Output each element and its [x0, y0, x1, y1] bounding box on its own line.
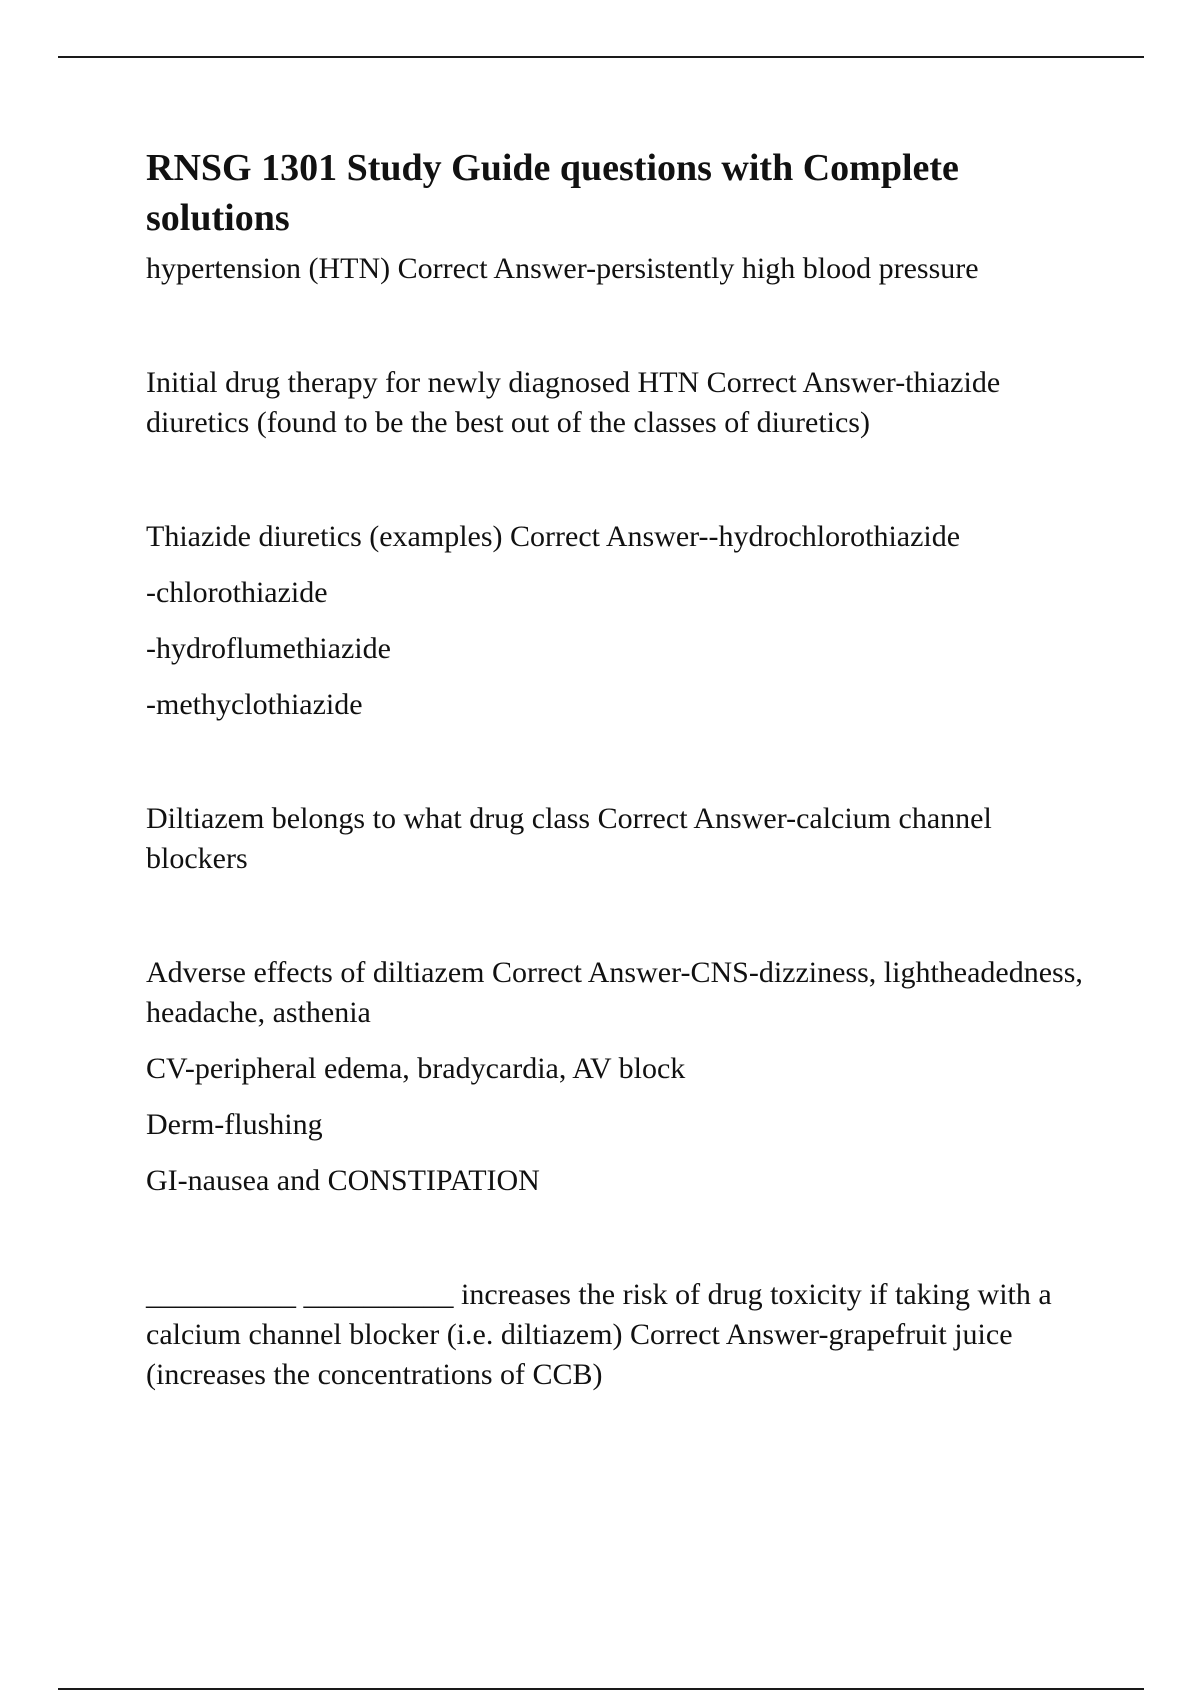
- qa-block-grapefruit: [146, 1275, 1096, 1395]
- qa-block-diltiazem-class: [146, 799, 1096, 879]
- qa-line: -hydroflumethiazide: [146, 632, 391, 665]
- qa-line: Adverse effects of diltiazem Correct Answer-CNS-dizziness, lightheadedness, headache, asthenia: [146, 956, 1083, 1029]
- qa-line: -chlorothiazide: [146, 576, 328, 609]
- qa-line: GI-nausea and CONSTIPATION: [146, 1164, 540, 1197]
- qa-line: hypertension (HTN) Correct Answer-persistently high blood pressure: [146, 252, 979, 285]
- qa-block-htn: [146, 249, 1096, 289]
- bottom-rule: [58, 1688, 1144, 1690]
- qa-block-initial-therapy: [146, 363, 1096, 443]
- document-title: RNSG 1301 Study Guide questions with Complete solutions: [146, 147, 959, 239]
- qa-line: CV-peripheral edema, bradycardia, AV block: [146, 1052, 686, 1085]
- qa-line: Thiazide diuretics (examples) Correct Answer--hydrochlorothiazide: [146, 520, 961, 553]
- qa-block-thiazide-examples: [146, 517, 1096, 725]
- qa-line: Diltiazem belongs to what drug class Correct Answer-calcium channel blockers: [146, 802, 992, 875]
- qa-line: Derm-flushing: [146, 1108, 323, 1141]
- qa-block-diltiazem-adverse: [146, 953, 1096, 1201]
- document-body: [146, 143, 1096, 1395]
- qa-line: Initial drug therapy for newly diagnosed HTN Correct Answer-thiazide diuretics (found to be the best out of the classes of diuretics): [146, 366, 1001, 439]
- qa-line: __________ __________ increases the risk of drug toxicity if taking with a calcium channel blocker (i.e. diltiazem) Correct Answer-grapefruit juice (increases the concentrations of CCB): [146, 1278, 1052, 1391]
- qa-line: -methyclothiazide: [146, 688, 363, 721]
- top-rule: [58, 56, 1144, 58]
